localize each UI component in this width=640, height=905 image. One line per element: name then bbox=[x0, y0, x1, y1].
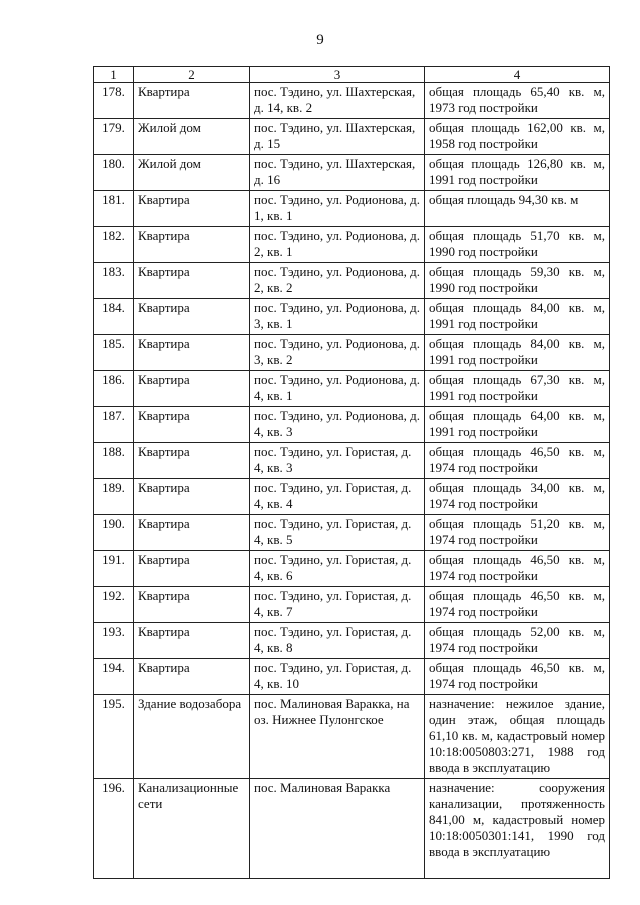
row-number: 190. bbox=[94, 515, 134, 551]
table-row bbox=[94, 587, 610, 623]
object-description: общая площадь 162,00 кв. м, 1958 год постройки bbox=[425, 119, 610, 155]
row-number: 178. bbox=[94, 83, 134, 119]
object-address: пос. Тэдино, ул. Родионова, д. 2, кв. 1 bbox=[250, 227, 425, 263]
table-header-row bbox=[94, 67, 610, 83]
row-number: 183. bbox=[94, 263, 134, 299]
object-type: Квартира bbox=[134, 263, 250, 299]
table-row bbox=[94, 443, 610, 479]
column-header: 3 bbox=[250, 67, 425, 83]
object-address: пос. Тэдино, ул. Шахтерская, д. 16 bbox=[250, 155, 425, 191]
row-number: 188. bbox=[94, 443, 134, 479]
object-description: общая площадь 46,50 кв. м, 1974 год постройки bbox=[425, 443, 610, 479]
object-description: назначение: нежилое здание, один этаж, общая площадь 61,10 кв. м, кадастровый номер 10:18:0050803:271, 1988 год ввода в эксплуатацию bbox=[425, 695, 610, 779]
row-number: 182. bbox=[94, 227, 134, 263]
object-description: общая площадь 59,30 кв. м, 1990 год постройки bbox=[425, 263, 610, 299]
object-address: пос. Тэдино, ул. Гористая, д. 4, кв. 5 bbox=[250, 515, 425, 551]
table-body bbox=[94, 83, 610, 879]
object-description: общая площадь 46,50 кв. м, 1974 год постройки bbox=[425, 587, 610, 623]
object-type: Квартира bbox=[134, 227, 250, 263]
object-type: Квартира bbox=[134, 83, 250, 119]
object-description: общая площадь 46,50 кв. м, 1974 год постройки bbox=[425, 659, 610, 695]
table-row bbox=[94, 119, 610, 155]
row-number: 187. bbox=[94, 407, 134, 443]
table-row bbox=[94, 227, 610, 263]
row-number: 193. bbox=[94, 623, 134, 659]
object-address: пос. Тэдино, ул. Гористая, д. 4, кв. 8 bbox=[250, 623, 425, 659]
object-type: Жилой дом bbox=[134, 119, 250, 155]
object-description: общая площадь 51,20 кв. м, 1974 год постройки bbox=[425, 515, 610, 551]
row-number: 180. bbox=[94, 155, 134, 191]
row-number: 181. bbox=[94, 191, 134, 227]
table-row bbox=[94, 479, 610, 515]
object-address: пос. Тэдино, ул. Гористая, д. 4, кв. 3 bbox=[250, 443, 425, 479]
table-row bbox=[94, 779, 610, 879]
object-type: Квартира bbox=[134, 335, 250, 371]
table-row bbox=[94, 83, 610, 119]
object-description: общая площадь 67,30 кв. м, 1991 год постройки bbox=[425, 371, 610, 407]
object-type: Жилой дом bbox=[134, 155, 250, 191]
table-row bbox=[94, 155, 610, 191]
object-description: общая площадь 94,30 кв. м bbox=[425, 191, 610, 227]
property-registry-table bbox=[93, 66, 610, 879]
object-type: Квартира bbox=[134, 299, 250, 335]
table-row bbox=[94, 551, 610, 587]
row-number: 194. bbox=[94, 659, 134, 695]
object-description: назначение: сооружения канализации, протяженность 841,00 м, кадастровый номер 10:18:0050301:141, 1990 год ввода в эксплуатацию bbox=[425, 779, 610, 879]
object-address: пос. Тэдино, ул. Родионова, д. 4, кв. 3 bbox=[250, 407, 425, 443]
object-type: Квартира bbox=[134, 551, 250, 587]
row-number: 192. bbox=[94, 587, 134, 623]
row-number: 195. bbox=[94, 695, 134, 779]
object-type: Квартира bbox=[134, 443, 250, 479]
object-type: Квартира bbox=[134, 371, 250, 407]
object-type: Квартира bbox=[134, 479, 250, 515]
object-description: общая площадь 52,00 кв. м, 1974 год постройки bbox=[425, 623, 610, 659]
table-row bbox=[94, 191, 610, 227]
object-address: пос. Тэдино, ул. Родионова, д. 1, кв. 1 bbox=[250, 191, 425, 227]
object-description: общая площадь 126,80 кв. м, 1991 год постройки bbox=[425, 155, 610, 191]
object-address: пос. Тэдино, ул. Родионова, д. 3, кв. 1 bbox=[250, 299, 425, 335]
table-row bbox=[94, 407, 610, 443]
column-header: 4 bbox=[425, 67, 610, 83]
object-description: общая площадь 84,00 кв. м, 1991 год постройки bbox=[425, 299, 610, 335]
table-row bbox=[94, 623, 610, 659]
object-address: пос. Тэдино, ул. Шахтерская, д. 15 bbox=[250, 119, 425, 155]
object-address: пос. Тэдино, ул. Гористая, д. 4, кв. 10 bbox=[250, 659, 425, 695]
object-description: общая площадь 65,40 кв. м, 1973 год постройки bbox=[425, 83, 610, 119]
object-description: общая площадь 64,00 кв. м, 1991 год постройки bbox=[425, 407, 610, 443]
table-row bbox=[94, 659, 610, 695]
row-number: 186. bbox=[94, 371, 134, 407]
column-header: 1 bbox=[94, 67, 134, 83]
row-number: 191. bbox=[94, 551, 134, 587]
object-address: пос. Тэдино, ул. Шахтерская, д. 14, кв. 2 bbox=[250, 83, 425, 119]
table-row bbox=[94, 515, 610, 551]
column-header: 2 bbox=[134, 67, 250, 83]
object-description: общая площадь 46,50 кв. м, 1974 год постройки bbox=[425, 551, 610, 587]
object-description: общая площадь 51,70 кв. м, 1990 год постройки bbox=[425, 227, 610, 263]
row-number: 184. bbox=[94, 299, 134, 335]
row-number: 196. bbox=[94, 779, 134, 879]
object-type: Квартира bbox=[134, 659, 250, 695]
object-type: Канализационные сети bbox=[134, 779, 250, 879]
object-address: пос. Малиновая Варакка, на оз. Нижнее Пулонгское bbox=[250, 695, 425, 779]
row-number: 185. bbox=[94, 335, 134, 371]
table-row bbox=[94, 299, 610, 335]
table-row bbox=[94, 371, 610, 407]
object-address: пос. Тэдино, ул. Гористая, д. 4, кв. 4 bbox=[250, 479, 425, 515]
object-type: Квартира bbox=[134, 191, 250, 227]
object-type: Квартира bbox=[134, 407, 250, 443]
table-row bbox=[94, 335, 610, 371]
object-type: Квартира bbox=[134, 623, 250, 659]
table-row bbox=[94, 263, 610, 299]
object-address: пос. Тэдино, ул. Родионова, д. 4, кв. 1 bbox=[250, 371, 425, 407]
row-number: 189. bbox=[94, 479, 134, 515]
object-description: общая площадь 84,00 кв. м, 1991 год постройки bbox=[425, 335, 610, 371]
object-type: Здание водозабора bbox=[134, 695, 250, 779]
row-number: 179. bbox=[94, 119, 134, 155]
object-description: общая площадь 34,00 кв. м, 1974 год постройки bbox=[425, 479, 610, 515]
object-type: Квартира bbox=[134, 587, 250, 623]
object-address: пос. Малиновая Варакка bbox=[250, 779, 425, 879]
table-row bbox=[94, 695, 610, 779]
object-address: пос. Тэдино, ул. Родионова, д. 3, кв. 2 bbox=[250, 335, 425, 371]
page-number: 9 bbox=[316, 32, 324, 48]
object-address: пос. Тэдино, ул. Родионова, д. 2, кв. 2 bbox=[250, 263, 425, 299]
object-address: пос. Тэдино, ул. Гористая, д. 4, кв. 7 bbox=[250, 587, 425, 623]
object-type: Квартира bbox=[134, 515, 250, 551]
object-address: пос. Тэдино, ул. Гористая, д. 4, кв. 6 bbox=[250, 551, 425, 587]
